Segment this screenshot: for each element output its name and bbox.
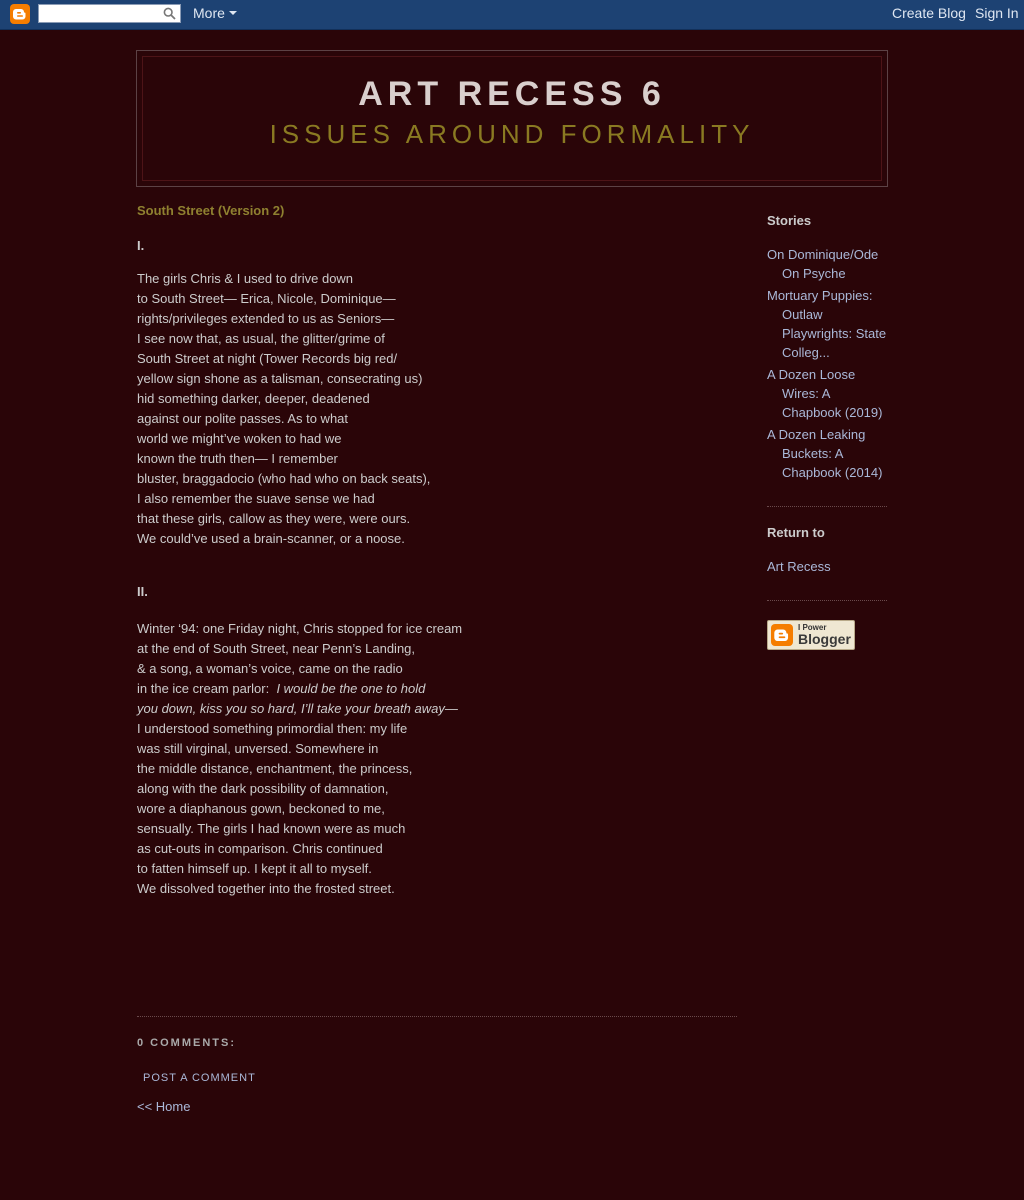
powered-by-blogger-badge[interactable]	[767, 620, 855, 650]
story-link[interactable]: On Dominique/Ode On Psyche	[767, 247, 879, 281]
sign-in-link[interactable]: Sign In	[975, 5, 1019, 21]
blogger-badge-icon	[771, 624, 793, 646]
search-icon[interactable]	[163, 7, 176, 20]
poem-line: I also remember the suave sense we had	[137, 491, 375, 506]
poem-line: at the end of South Street, near Penn’s Landing,	[137, 641, 416, 656]
poem-line-text: in the ice cream parlor:	[137, 681, 277, 696]
poem-line: I see now that, as usual, the glitter/grime of	[137, 331, 385, 346]
blogger-navbar	[0, 0, 1024, 30]
poem-line: was still virginal, unversed. Somewhere in	[137, 741, 379, 756]
sidebar-divider	[767, 506, 887, 507]
comments-heading: 0 COMMENTS:	[137, 1037, 236, 1049]
story-link[interactable]: A Dozen Loose Wires: A Chapbook (2019)	[767, 367, 883, 420]
stories-heading: Stories	[767, 213, 812, 228]
poem-line: South Street at night (Tower Records big red/	[137, 351, 398, 366]
blogger-logo-icon[interactable]	[10, 4, 30, 24]
poem-line: along with the dark possibility of damnation,	[137, 781, 389, 796]
poem-line: rights/privileges extended to us as Seniors—	[137, 311, 395, 326]
poem-line: yellow sign shone as a talisman, consecrating us)	[137, 371, 423, 386]
stanza-1	[137, 269, 430, 549]
art-recess-link[interactable]: Art Recess	[767, 559, 831, 574]
post-comment-link[interactable]: POST A COMMENT	[143, 1072, 256, 1084]
return-heading: Return to	[767, 525, 825, 540]
poem-line: against our polite passes. As to what	[137, 411, 349, 426]
poem-line: Winter ‘94: one Friday night, Chris stopped for ice cream	[137, 621, 463, 636]
stanza-2	[137, 619, 462, 899]
more-menu-button[interactable]	[193, 5, 237, 21]
poem-line-text: —	[444, 701, 458, 716]
create-blog-link[interactable]: Create Blog	[892, 5, 966, 21]
home-link[interactable]: << Home	[137, 1099, 191, 1114]
section-heading-1: I.	[137, 238, 145, 253]
poem-line	[137, 679, 462, 699]
poem-line: I understood something primordial then: my life	[137, 721, 408, 736]
badge-small-text: I Power	[798, 623, 827, 632]
search-input[interactable]	[42, 6, 166, 23]
blog-description: ISSUES AROUND FORMALITY	[269, 119, 755, 149]
stories-list	[767, 245, 889, 485]
poem-line-italic: I would be the one to hold	[276, 681, 426, 696]
more-label: More	[193, 5, 225, 21]
blog-title[interactable]: ART RECESS 6	[358, 75, 666, 113]
poem-line: We could’ve used a brain-scanner, or a noose.	[137, 531, 405, 546]
story-link[interactable]: A Dozen Leaking Buckets: A Chapbook (2014)	[767, 427, 883, 480]
badge-big-text: Blogger	[798, 631, 851, 647]
poem-line: to South Street— Erica, Nicole, Dominique—	[137, 291, 396, 306]
poem-line: sensually. The girls I had known were as much	[137, 821, 406, 836]
poem-line-italic: you down, kiss you so hard, I’ll take your breath away	[137, 701, 445, 716]
search-box	[38, 4, 181, 23]
sidebar-divider	[767, 600, 887, 601]
poem-line: as cut-outs in comparison. Chris continued	[137, 841, 383, 856]
post-title: South Street (Version 2)	[137, 203, 285, 218]
caret-down-icon	[229, 11, 237, 15]
poem-line: hid something darker, deeper, deadened	[137, 391, 370, 406]
story-link[interactable]: Mortuary Puppies: Outlaw Playwrights: State Colleg...	[767, 288, 887, 360]
poem-line: & a song, a woman’s voice, came on the radio	[137, 661, 403, 676]
poem-line: that these girls, callow as they were, were ours.	[137, 511, 411, 526]
poem-line: We dissolved together into the frosted street.	[137, 881, 395, 896]
poem-line: bluster, braggadocio (who had who on back seats),	[137, 471, 431, 486]
poem-line: world we might’ve woken to had we	[137, 431, 342, 446]
poem-line: the middle distance, enchantment, the princess,	[137, 761, 413, 776]
poem-line: to fatten himself up. I kept it all to myself.	[137, 861, 372, 876]
section-heading-2: II.	[137, 584, 148, 599]
poem-line: known the truth then— I remember	[137, 451, 338, 466]
stanza-2-rest	[137, 719, 462, 899]
post-divider	[137, 1016, 737, 1017]
poem-line: The girls Chris & I used to drive down	[137, 271, 354, 286]
poem-line	[137, 699, 462, 719]
poem-line: wore a diaphanous gown, beckoned to me,	[137, 801, 385, 816]
blog-header	[136, 50, 888, 187]
